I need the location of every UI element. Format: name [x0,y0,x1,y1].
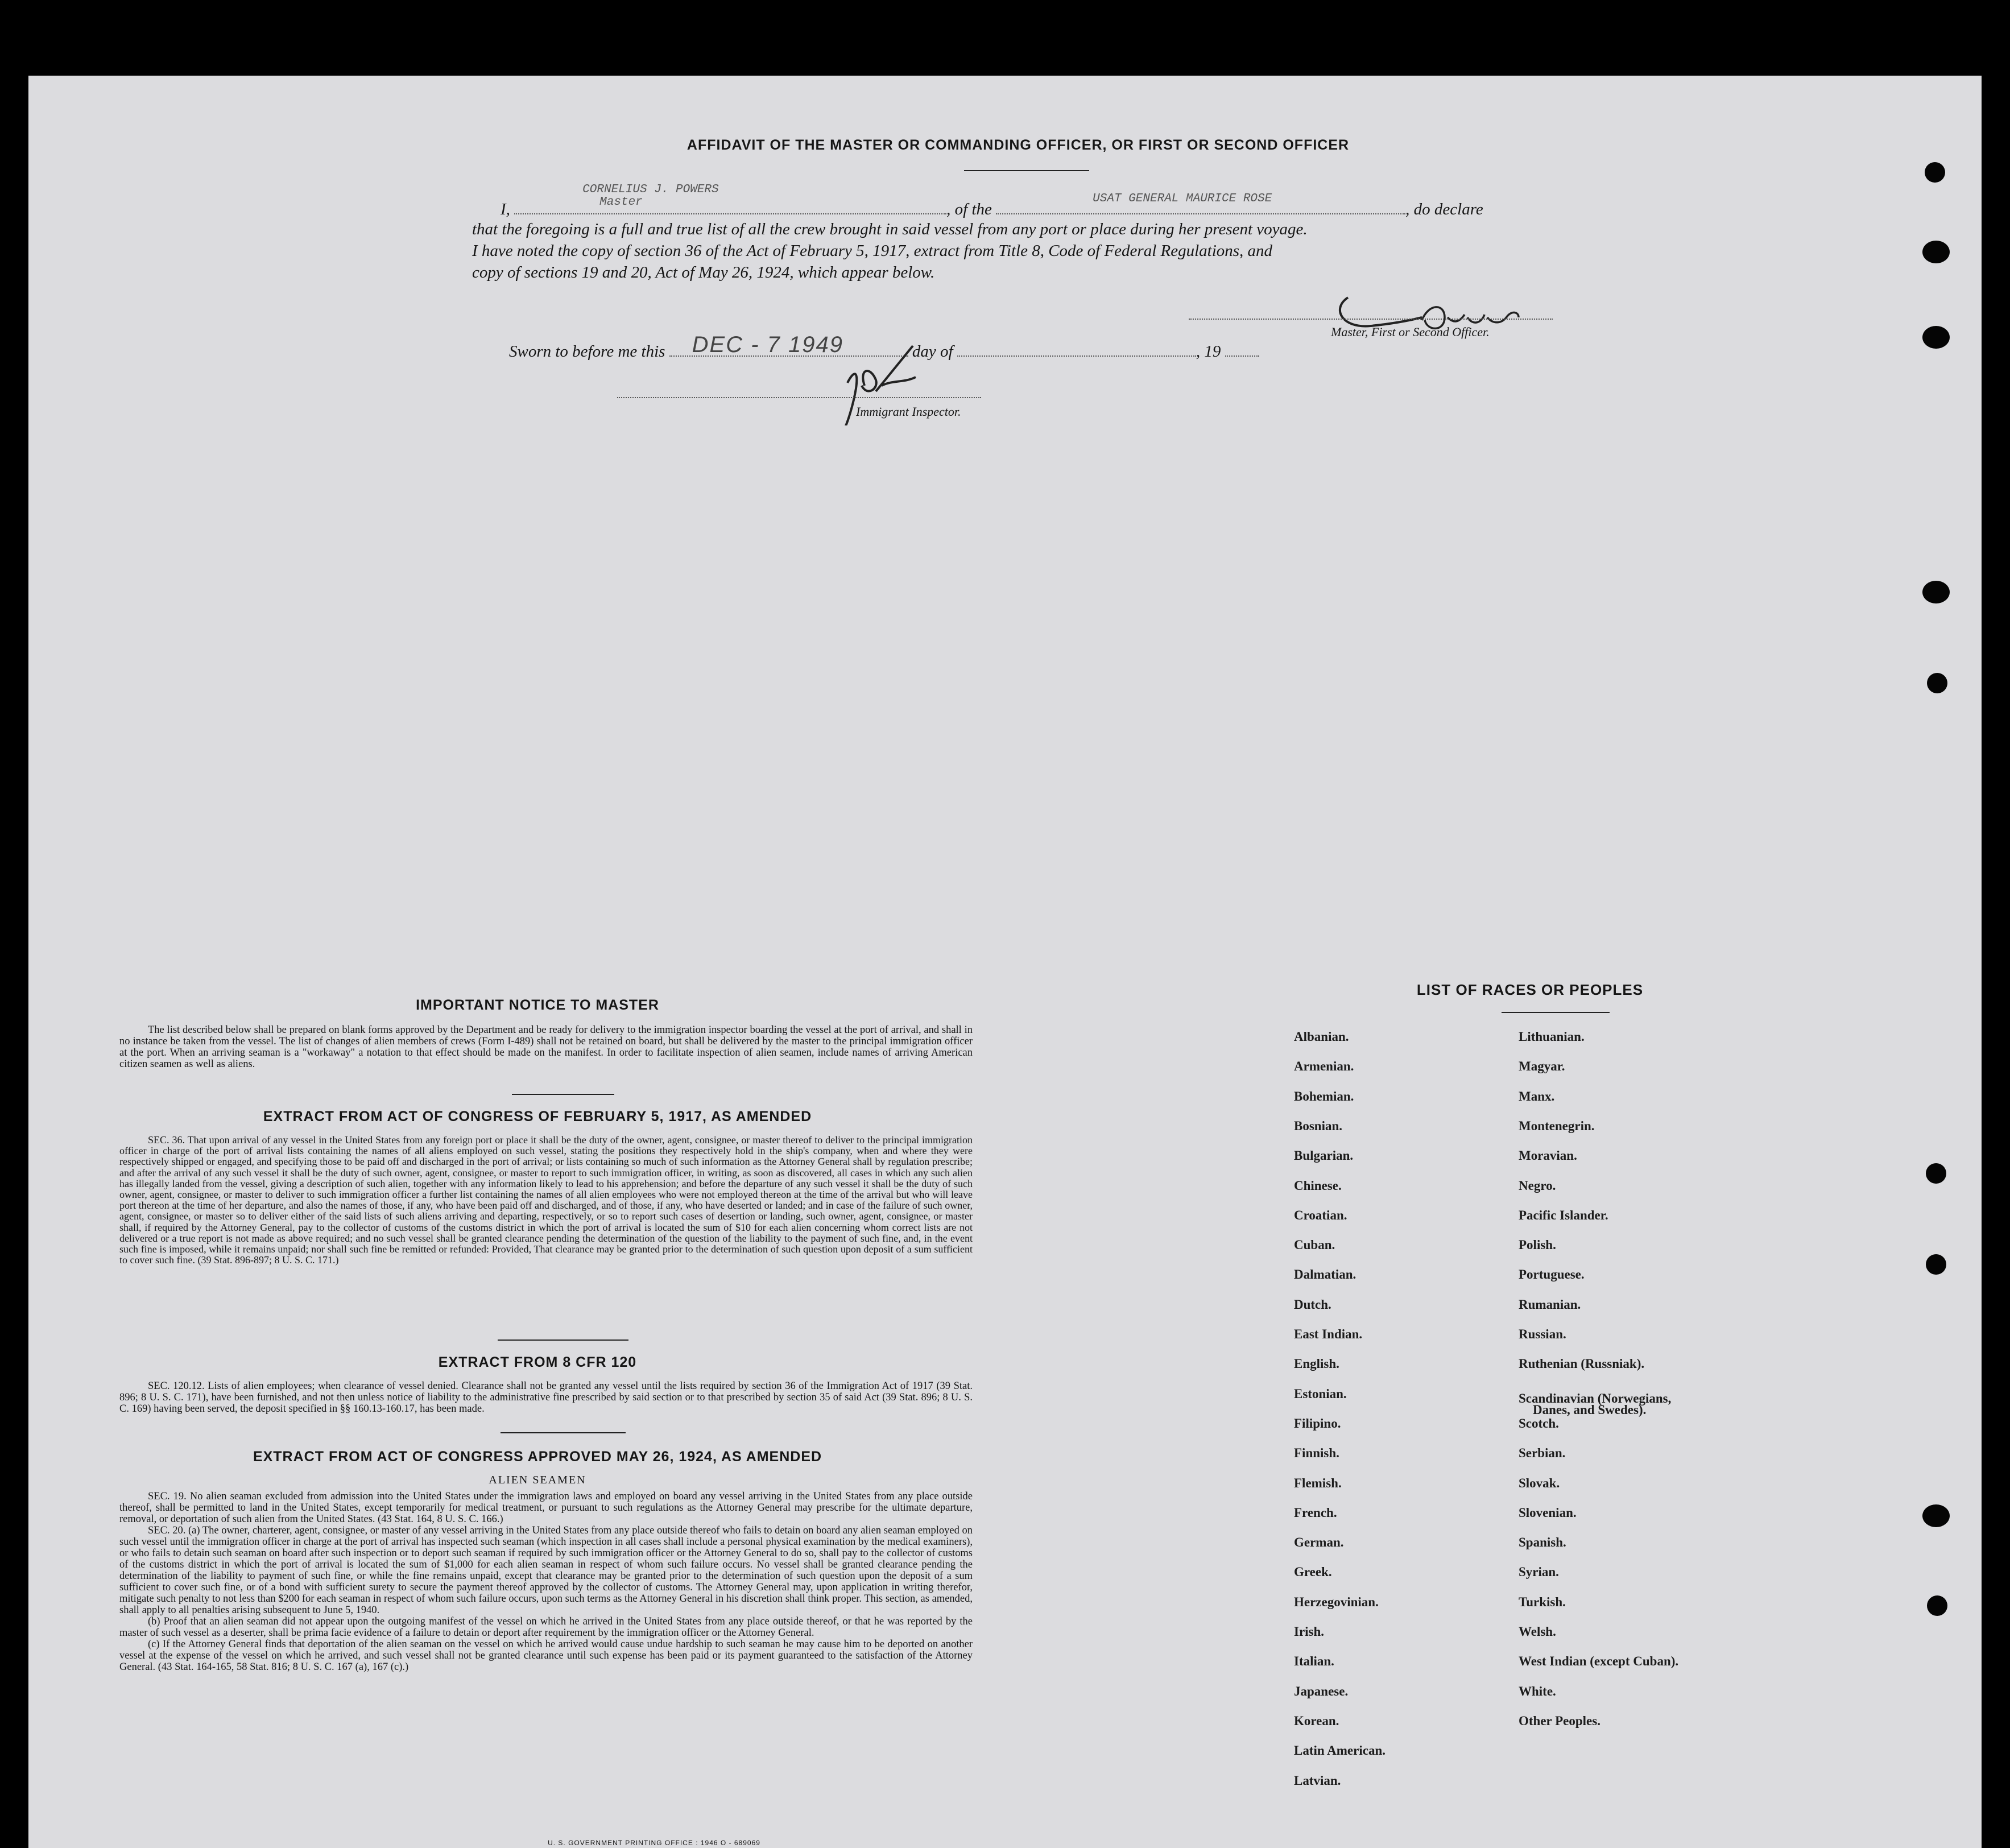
year-field [1225,338,1259,357]
race-item: Korean. [1294,1713,1339,1728]
affidavit-text-2a: that the foregoing is a full and true list of all the crew brought in said vessel [472,220,974,238]
sec-20a-text: SEC. 20. (a) The owner, charterer, agent, consignee, or master of any vessel arriving in the United States from any place outside thereof who fails to detain on board any alien seaman employed on such vessel until the immigration officer in charge at the port of arrival has inspected such seaman (which inspection in all cases shall include a personal physical examination by the medical examiners), or who fails to detain such seaman on board after such inspection or to deport such seaman if required by such immigration officer or the Attorney General to do so, shall pay to the collector of customs of the customs district in which the port of arrival is located the sum of $1,000 for each alien seaman in respect of whom such failure occurs. No vessel shall be granted clearance pending the determination of the liability to payment of such fine, or while the fine remains unpaid, except that clearance may be granted prior to the determination of such question upon the deposit of a sum sufficient to cover such fine, or of a bond with sufficient surety to secure the payment thereof approved by the collector of customs. The Attorney General may, upon application in writing therefor, mitigate such penalty to not less than $200 for each seaman in respect of whom such failure occurs, upon such terms as the Attorney General in his discretion shall think proper. This section, as amended, shall apply to all penalties arising subsequent to June 5, 1940. [119,1525,973,1616]
race-item: Greek. [1294,1565,1332,1580]
inspector-signature-line [617,397,981,398]
race-item: Scandinavian (Norwegians, [1519,1391,1672,1405]
affidavit-line-4: copy of sections 19 and 20, Act of May 26, 1924, which appear below. [472,263,935,282]
race-item: Magyar. [1519,1059,1565,1074]
affidavit-line-1 [472,183,1610,220]
sec-20c-text: (c) If the Attorney General finds that deportation of the alien seaman on the vessel on which he arrived would cause undue hardship to such seaman he may cause him to be deported on another vessel at the expense of the vessel on which he arrived, and such vessel shall not be granted clearance until such expense has been paid or its payment guaranteed to the satisfaction of the Attorney General. (43 Stat. 164-165, 58 Stat. 816; 8 U. S. C. 167 (a), 167 (c).) [119,1639,973,1673]
i-label: I, [501,200,510,218]
punch-hole [1922,581,1950,603]
race-item: Albanian. [1294,1030,1349,1044]
section-rule [512,1094,614,1095]
of-the-label: , of the [946,200,992,218]
vessel-field [996,192,1405,214]
race-item: Manx. [1519,1089,1555,1103]
race-item: Ruthenian (Russniak). [1519,1357,1645,1371]
race-item: Latvian. [1294,1773,1341,1788]
race-item: French. [1294,1505,1337,1520]
race-item: Other Peoples. [1519,1713,1600,1728]
race-item: Latin American. [1294,1743,1386,1758]
race-item: Cuban. [1294,1238,1335,1252]
vessel-name: USAT GENERAL MAURICE ROSE [1093,192,1272,205]
declarant-field [514,183,946,214]
race-item: Montenegrin. [1519,1118,1595,1133]
extract-1924-subtitle: ALIEN SEAMEN [489,1474,586,1486]
race-item: Negro. [1519,1178,1556,1193]
race-item: English. [1294,1357,1339,1371]
inspector-caption: Immigrant Inspector. [856,404,961,419]
race-item: White. [1519,1684,1556,1698]
extract-cfr-text: SEC. 120.12. Lists of alien employees; when clearance of vessel denied. Clearance shall not be granted any vessel until the lists required by section 36 of the Immigration Act of 1917 (39 Stat. 896; 8 U. S. C. 171), have been furnished, and not then unless notice of liability to the administrative fine prescribed by said section or to that prescribed by section 35 of said Act (39 Stat. 896; 8 U. S. C. 169) having been served, the deposit specified in §§ 160.13-160.17, has been made. [119,1380,973,1415]
race-item: Syrian. [1519,1565,1559,1580]
sec-19-text: SEC. 19. No alien seaman excluded from admission into the United States under the immigration laws and employed on board any vessel arriving in the United States from any place outside thereof, shall be permitted to land in the United States, except temporarily for medical treatment, or pursuant to such regulations as the Attorney General may prescribe for the ultimate departure, removal, or deportation of such alien from the United States. (43 Stat. 164, 8 U. S. C. 166.) [119,1491,973,1525]
race-item: Bosnian. [1294,1118,1343,1133]
printing-imprint: U. S. GOVERNMENT PRINTING OFFICE : 1946 O - 689069 [548,1839,760,1847]
punch-hole [1927,673,1947,693]
punch-hole [1925,162,1945,183]
extract-cfr-title: EXTRACT FROM 8 CFR 120 [438,1354,637,1370]
race-item: Polish. [1519,1238,1556,1252]
punch-hole [1926,1254,1946,1275]
race-item: Dalmatian. [1294,1267,1356,1282]
notice-text: The list described below shall be prepared on blank forms approved by the Department and be ready for delivery to the immigration inspector boarding the vessel at the port of arrival, and shall in no instance be taken from the vessel. The list of changes of alien members of crews (Form I-489) shall not be retained on board, but shall be delivered by the master to the principal immigration officer at the port. When an arriving seaman is a "workaway" a notation to that effect should be made on the manifest. In order to facilitate inspection of alien seamen, include names of arriving American citizen seamen as well as aliens. [119,1024,973,1070]
race-item: Filipino. [1294,1416,1341,1431]
declarant-name: CORNELIUS J. POWERS [582,183,719,196]
race-item: Herzegovinian. [1294,1594,1379,1609]
affidavit-line-2 [472,218,1308,240]
race-item: Lithuanian. [1519,1030,1585,1044]
race-item: Spanish. [1519,1535,1566,1550]
title-underline [964,170,1089,171]
race-item: Armenian. [1294,1059,1354,1074]
notice-title: IMPORTANT NOTICE TO MASTER [416,997,659,1013]
race-item: Japanese. [1294,1684,1349,1698]
race-item: Welsh. [1519,1624,1556,1639]
race-item: Estonian. [1294,1386,1347,1401]
month-field [957,338,1196,357]
sec-20b-text: (b) Proof that an alien seaman did not appear upon the outgoing manifest of the vessel on which he arrived in the United States from any place outside thereof, or that he was reported by the master of such vessel as a deserter, shall be prima facie evidence of a failure to detain or deport after requirement by the immigration officer or the Attorney General. [119,1616,973,1639]
race-item: German. [1294,1535,1344,1550]
affidavit-title: AFFIDAVIT OF THE MASTER OR COMMANDING OFFICER, OR FIRST OR SECOND OFFICER [686,137,1350,153]
race-item: Danes, and Swedes). [1533,1402,1647,1417]
race-item: Finnish. [1294,1446,1339,1461]
race-item: Dutch. [1294,1297,1331,1312]
do-declare-label: , do declare [1405,200,1483,218]
section-rule [498,1340,628,1341]
race-item: Chinese. [1294,1178,1342,1193]
form-page [28,76,1982,1848]
race-item: Russian. [1519,1327,1566,1341]
races-title-underline [1502,1012,1610,1013]
race-item: Bulgarian. [1294,1148,1354,1163]
race-item: Serbian. [1519,1446,1566,1461]
race-item: Croatian. [1294,1208,1347,1222]
affidavit-line-3: I have noted the copy of section 36 of the Act of February 5, 1917, extract from Title 8, Code of Federal Regulations, and [472,242,1273,260]
race-item: Portuguese. [1519,1267,1585,1282]
race-item: Bohemian. [1294,1089,1354,1103]
sworn-label: Sworn to before me this [509,342,665,361]
race-item: Slovak. [1519,1475,1560,1490]
year-prefix: , 19 [1196,342,1221,361]
race-item: Irish. [1294,1624,1325,1639]
declarant-rank: Master [599,196,643,209]
section-rule [501,1432,626,1433]
punch-hole [1926,1163,1946,1184]
punch-hole [1922,1504,1950,1527]
affidavit-text-2b: from any port or place during her present voyage. [977,220,1308,238]
race-item: East Indian. [1294,1327,1363,1341]
master-caption: Master, First or Second Officer. [1331,325,1490,339]
day-of-label: day of [912,342,953,361]
race-item: Slovenian. [1519,1505,1577,1520]
extract-1917-text: SEC. 36. That upon arrival of any vessel in the United States from any foreign port or place it shall be the duty of the owner, agent, consignee, or master thereof to deliver to the principal immigration officer in charge of the port of arrival lists containing the names of all aliens employed on such vessel, stating the positions they respectively hold in the ship's company, when and where they were respectively shipped or engaged, and specifying those to be paid off and discharged in the port of arrival; or lists containing so much of such information as the Attorney General shall by regulation prescribe; and after the arrival of any such vessel it shall be the duty of such owner, agent, consignee, or master to report to such immigration officer, in writing, as soon as discovered, all cases in which any such alien has illegally landed from the vessel, giving a description of such alien, together with any information likely to lead to his apprehension; and before the departure of any such vessel it shall be the duty of such owner, agent, consignee, or master to deliver to such immigration officer a further list containing the names of all alien employees who were not employed thereon at the time of the arrival but who will leave port thereon at the time of her departure, and also the names of those, if any, who have been paid off and discharged, and of those, if any, who have deserted or landed; and in case of the failure of such owner, agent, consignee, or master so to deliver either of the said lists of such aliens arriving and departing, respectively, or so to report such cases of desertion or landing, such owner, agent, consignee, or master shall, if required by the Attorney General, pay to the collector of customs of the customs district in which the port of arrival is located the sum of $10 for each alien concerning whom correct lists are not delivered or a true report is not made as above required; and no such vessel shall be granted clearance pending the determination of the question of the liability to the payment of such fine, and, in the event such fine is imposed, while it remains unpaid; nor shall such fine be remitted or refunded: Provided, That clearance may be granted prior to the determination of such question upon deposit of a sum sufficient to cover such fine. (39 Stat. 896-897; 8 U. S. C. 171.) [119,1134,973,1266]
master-signature-line [1189,319,1553,320]
extract-1924-text [119,1491,973,1673]
race-item: Turkish. [1519,1594,1566,1609]
extract-1917-title: EXTRACT FROM ACT OF CONGRESS OF FEBRUARY 5, 1917, AS AMENDED [263,1109,812,1124]
race-item: Moravian. [1519,1148,1577,1163]
race-item: Rumanian. [1519,1297,1581,1312]
extract-1924-title: EXTRACT FROM ACT OF CONGRESS APPROVED MAY 26, 1924, AS AMENDED [253,1449,822,1465]
punch-hole [1922,241,1950,263]
race-item: Scotch. [1519,1416,1559,1431]
date-stamp: DEC - 7 1949 [692,332,844,357]
race-item: Italian. [1294,1654,1334,1669]
punch-hole [1927,1595,1947,1616]
race-item: West Indian (except Cuban). [1519,1654,1679,1669]
punch-hole [1922,326,1950,349]
race-item: Flemish. [1294,1475,1342,1490]
races-title: LIST OF RACES OR PEOPLES [1416,981,1644,998]
race-item: Pacific Islander. [1519,1208,1608,1222]
